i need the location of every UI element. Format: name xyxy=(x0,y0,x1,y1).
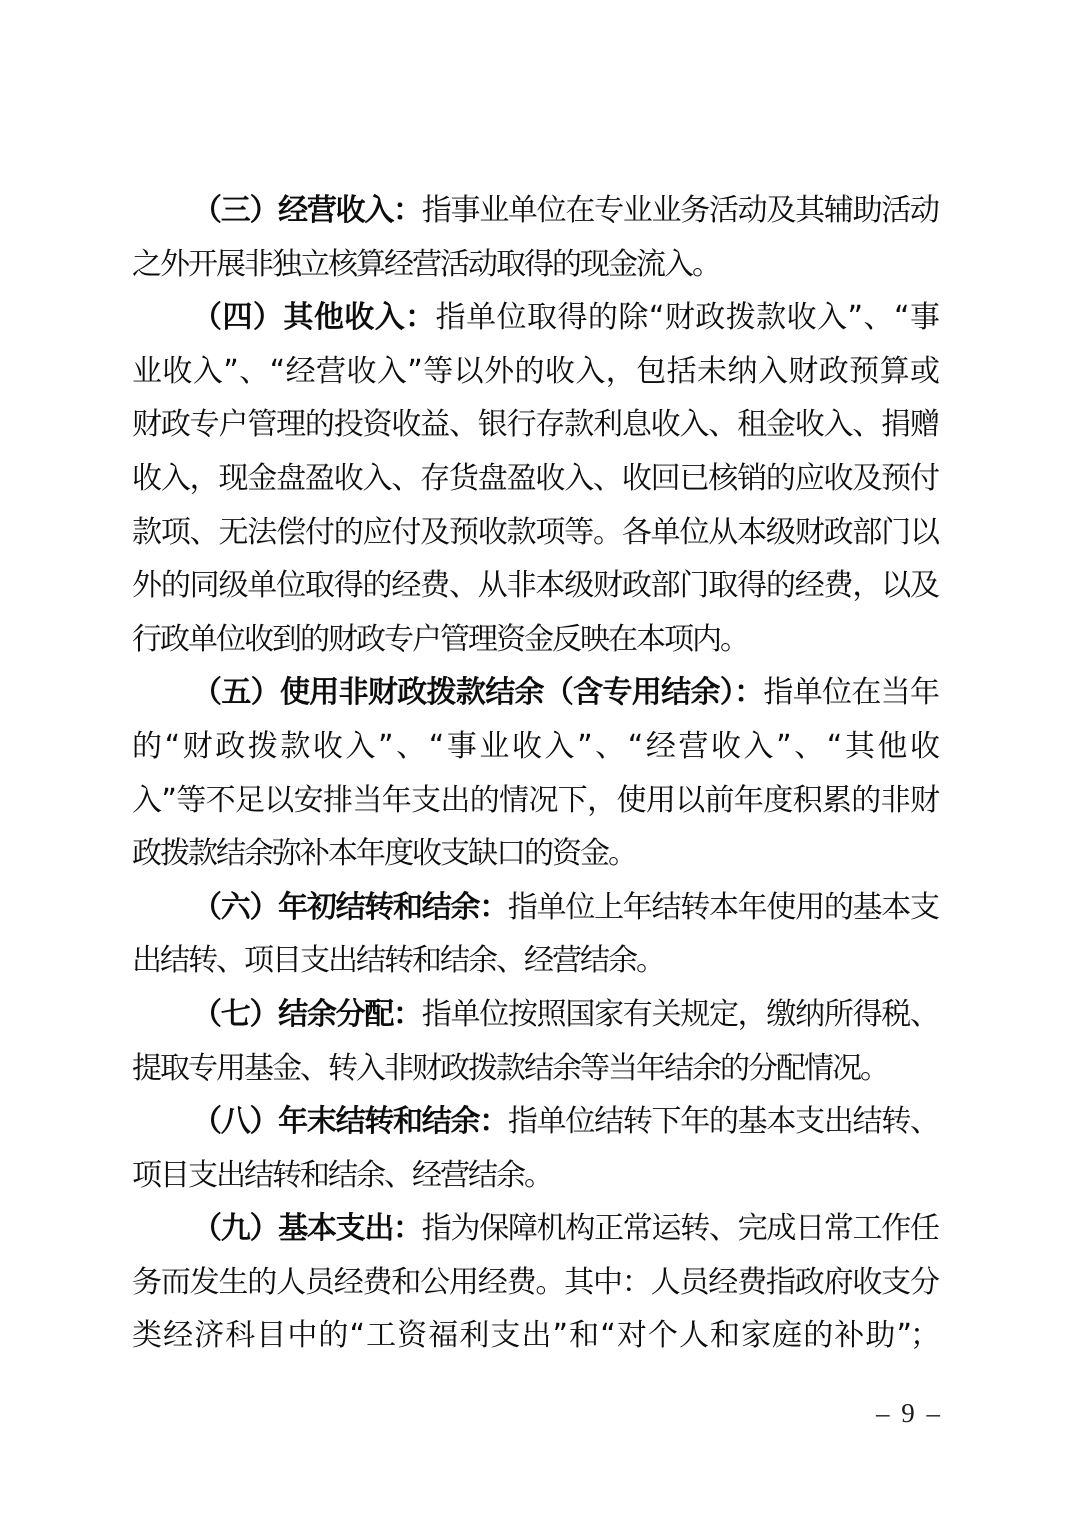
term-label: （三）经营收入： xyxy=(192,193,422,228)
text-line xyxy=(132,1042,938,1096)
text-line xyxy=(132,238,938,292)
text-line xyxy=(132,506,938,560)
line-text: 指单位在当年 xyxy=(763,675,939,711)
text-line xyxy=(132,720,938,774)
line-text: 指单位按照国家有关规定，缴纳所得税、 xyxy=(421,996,939,1032)
text-line xyxy=(132,613,938,667)
term-label: （八）年末结转和结余： xyxy=(192,1104,508,1140)
line-text: 指单位结转下年的基本支出结转、 xyxy=(507,1104,939,1140)
line-text: 外的同级单位取得的经费、从非本级财政部门取得的经费，以及 xyxy=(132,568,938,604)
term-label: （七）结余分配： xyxy=(192,996,422,1032)
line-text: 指为保障机构正常运转、完成日常工作任 xyxy=(421,1211,939,1247)
text-line xyxy=(132,1309,938,1363)
line-text: 的“财政拨款收入”、“事业收入”、“经营收入”、“其他收 xyxy=(132,728,938,764)
text-line xyxy=(132,988,938,1042)
term-label: （五）使用非财政拨款结余（含专用结余）： xyxy=(192,675,764,711)
line-text: 款项、无法偿付的应付及预收款项等。各单位从本级财政部门以 xyxy=(132,514,938,550)
line-text: 财政专户管理的投资收益、银行存款利息收入、租金收入、捐赠 xyxy=(132,407,938,443)
text-line xyxy=(132,827,938,881)
line-text: 出结转、项目支出结转和结余、经营结余。 xyxy=(132,943,664,979)
line-text: 收入，现金盘盈收入、存货盘盈收入、收回已核销的应收及预付 xyxy=(132,460,938,496)
line-text: 行政单位收到的财政专户管理资金反映在本项内。 xyxy=(132,621,748,657)
text-line xyxy=(132,452,938,506)
line-text: 务而发生的人员经费和公用经费。其中：人员经费指政府收支分 xyxy=(132,1264,938,1300)
line-text: 入”等不足以安排当年支出的情况下，使用以前年度积累的非财 xyxy=(132,782,938,818)
text-line xyxy=(132,934,938,988)
text-line xyxy=(132,881,938,935)
line-text: 提取专用基金、转入非财政拨款结余等当年结余的分配情况。 xyxy=(132,1050,888,1086)
text-line xyxy=(132,559,938,613)
text-line xyxy=(132,184,938,238)
line-text: 之外开展非独立核算经营活动取得的现金流入。 xyxy=(132,246,720,282)
text-line xyxy=(132,291,938,345)
text-line xyxy=(132,345,938,399)
text-line xyxy=(132,1202,938,1256)
line-text: 指事业单位在专业业务活动及其辅助活动 xyxy=(421,193,939,228)
line-text: 指单位上年结转本年使用的基本支 xyxy=(507,889,939,925)
term-label: （四）其他收入： xyxy=(192,300,436,336)
line-text: 政拨款结余弥补本年度收支缺口的资金。 xyxy=(132,836,636,872)
text-line xyxy=(132,1095,938,1149)
line-text: 类经济科目中的“工资福利支出”和“对个人和家庭的补助”； xyxy=(132,1318,938,1354)
text-line xyxy=(132,1149,938,1203)
term-label: （九）基本支出： xyxy=(192,1211,422,1247)
term-label: （六）年初结转和结余： xyxy=(192,889,508,925)
line-text: 项目支出结转和结余、经营结余。 xyxy=(132,1157,552,1193)
line-text: 业收入”、“经营收入”等以外的收入，包括未纳入财政预算或 xyxy=(132,353,938,389)
text-line xyxy=(132,398,938,452)
text-line xyxy=(132,666,938,720)
text-line xyxy=(132,1256,938,1310)
text-line xyxy=(132,774,938,828)
line-text: 指单位取得的除“财政拨款收入”、“事 xyxy=(435,300,938,336)
page-number: – 9 – xyxy=(876,1398,940,1428)
document-body xyxy=(132,184,938,1363)
